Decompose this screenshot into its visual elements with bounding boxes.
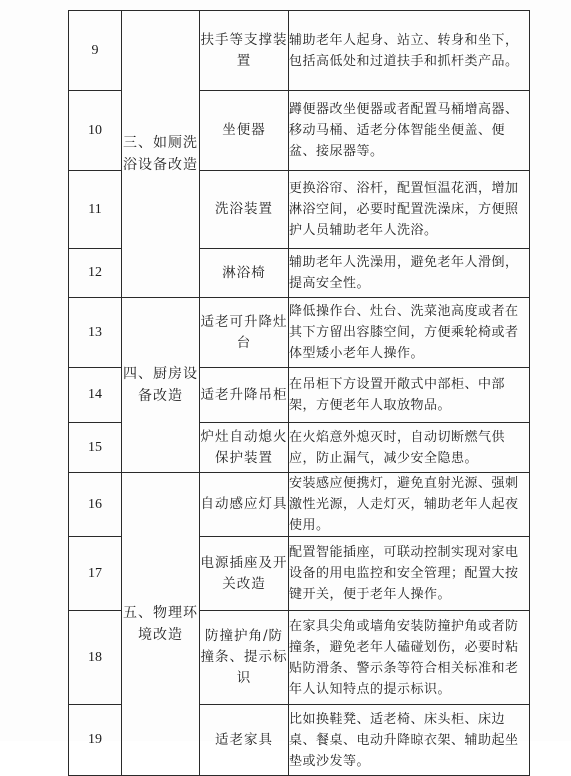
item-description: 在火焰意外熄灭时，自动切断燃气供应，防止漏气，减少安全隐患。 — [289, 423, 530, 473]
table-row — [69, 11, 530, 91]
item-description: 蹲便器改坐便器或者配置马桶增高器、移动马桶、适老分体智能坐便盖、便盆、接尿器等。 — [289, 91, 530, 171]
item-description: 在家具尖角或墙角安装防撞护角或者防撞条，避免老年人磕碰划伤，必要时粘贴防滑条、警示条等符合相关标准和老年人认知特点的提示标识。 — [289, 611, 530, 705]
category-cell: 四、厨房设备改造 — [122, 298, 200, 473]
item-description: 比如换鞋凳、适老椅、床头柜、床边桌、餐桌、电动升降晾衣架、辅助起坐垫或沙发等。 — [289, 705, 530, 776]
row-number: 19 — [69, 705, 122, 776]
row-number: 9 — [69, 11, 122, 91]
renovation-items-table — [68, 10, 530, 776]
item-name: 扶手等支撑装置 — [200, 11, 289, 91]
item-description: 辅助老年人洗澡用，避免老年人滑倒，提高安全性。 — [289, 249, 530, 298]
item-description: 更换浴帘、浴杆，配置恒温花洒，增加淋浴空间，必要时配置洗澡床，方便照护人员辅助老年人洗浴。 — [289, 171, 530, 249]
item-description: 在吊柜下方设置开敞式中部柜、中部架，方便老年人取放物品。 — [289, 368, 530, 423]
row-number: 15 — [69, 423, 122, 473]
item-name: 炉灶自动熄火保护装置 — [200, 423, 289, 473]
item-name: 适老可升降灶台 — [200, 298, 289, 368]
item-description: 安装感应便携灯，避免直射光源、强刺激性光源，人走灯灭，辅助老年人起夜使用。 — [289, 473, 530, 537]
category-cell: 三、如厕洗浴设备改造 — [122, 11, 200, 298]
row-number: 18 — [69, 611, 122, 705]
item-name: 电源插座及开关改造 — [200, 537, 289, 611]
item-name: 自动感应灯具 — [200, 473, 289, 537]
row-number: 11 — [69, 171, 122, 249]
item-name: 淋浴椅 — [200, 249, 289, 298]
item-name: 坐便器 — [200, 91, 289, 171]
item-name: 适老家具 — [200, 705, 289, 776]
item-name: 防撞护角/防撞条、提示标识 — [200, 611, 289, 705]
item-description: 降低操作台、灶台、洗菜池高度或者在其下方留出容膝空间，方便乘轮椅或者体型矮小老年人操作。 — [289, 298, 530, 368]
row-number: 10 — [69, 91, 122, 171]
row-number: 14 — [69, 368, 122, 423]
table-row — [69, 473, 530, 537]
table-row — [69, 298, 530, 368]
item-name: 适老升降吊柜 — [200, 368, 289, 423]
item-description: 配置智能插座，可联动控制实现对家电设备的用电监控和安全管理；配置大按键开关，便于老年人操作。 — [289, 537, 530, 611]
row-number: 13 — [69, 298, 122, 368]
item-description: 辅助老年人起身、站立、转身和坐下，包括高低处和过道扶手和抓杆类产品。 — [289, 11, 530, 91]
item-name: 洗浴装置 — [200, 171, 289, 249]
row-number: 16 — [69, 473, 122, 537]
row-number: 12 — [69, 249, 122, 298]
category-cell: 五、物理环境改造 — [122, 473, 200, 776]
row-number: 17 — [69, 537, 122, 611]
